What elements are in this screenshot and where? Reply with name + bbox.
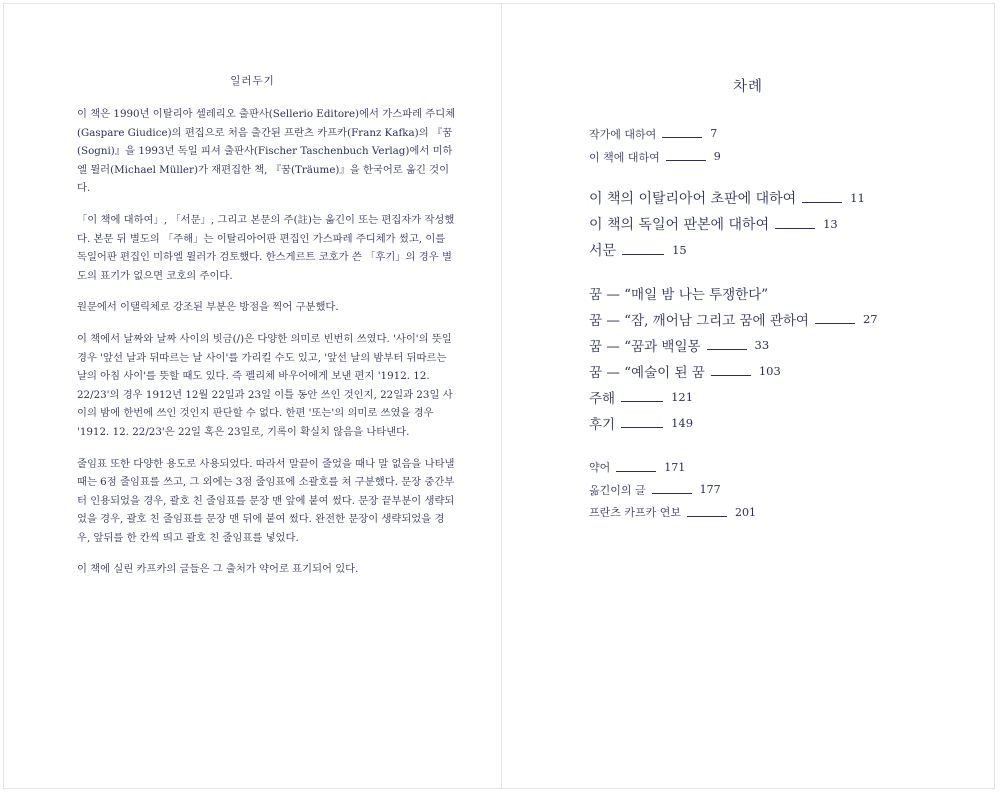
leader-line: [622, 254, 664, 255]
toc-entry-page: 27: [862, 312, 878, 326]
toc-entry-page: 177: [699, 483, 721, 497]
left-page: [4, 4, 501, 788]
toc-entry-label: 약어: [589, 461, 611, 475]
leader-line: [666, 160, 706, 161]
toc-entry[interactable]: [589, 358, 969, 384]
leader-line: [711, 375, 751, 376]
notes-body: [77, 105, 457, 592]
leader-line: [621, 401, 663, 402]
toc-entry-label: 꿈 — “예술이 된 꿈: [589, 365, 705, 381]
toc-entry-label: 이 책에 대하여: [589, 150, 660, 164]
toc-group-back: [589, 456, 969, 524]
toc-entry[interactable]: [589, 185, 969, 211]
right-page: [502, 4, 994, 788]
leader-line: [815, 323, 855, 324]
toc-title: 차례: [732, 79, 763, 95]
toc-entry[interactable]: [589, 384, 969, 410]
leader-line: [621, 427, 663, 428]
toc-entry-label: 주해: [589, 391, 616, 407]
toc-entry-label: 이 책의 독일어 판본에 대하여: [589, 217, 770, 233]
toc-entry[interactable]: [589, 122, 969, 145]
toc-entry[interactable]: [589, 410, 969, 436]
toc-entry-label: 작가에 대하여: [589, 127, 657, 141]
toc-group-dreams: [589, 280, 969, 436]
toc-entry[interactable]: [589, 456, 969, 479]
toc-entry[interactable]: [589, 479, 969, 502]
toc-entry-label: 꿈 — “잠, 깨어남 그리고 꿈에 관하여: [589, 313, 809, 329]
toc-entry-page: 201: [735, 505, 757, 519]
toc-entry[interactable]: [589, 211, 969, 237]
notes-paragraph: 이 책에 실린 카프카의 글들은 그 출처가 약어로 표기되어 있다.: [77, 563, 359, 576]
toc-entry-page: 13: [823, 217, 838, 231]
toc-entry-page: 7: [710, 127, 718, 140]
notes-paragraph: 「이 책에 대하여」, 「서문」, 그리고 본문의 주(註)는 옮긴이 또는 편집자가 작성했다. 본문 뒤 별도의 「주해」는 이탈리아어판 편집인 가스파레 주디체가 썼고, 이를 독일어판 편집인 미하엘 뮐러가 검토했다. 한스게르트 코호가 쓴 「후기」의 경우 별도의 표기가 없으면 코호의 주이다.: [77, 213, 455, 282]
toc-entry-page: 171: [664, 460, 686, 474]
toc-entry-page: 15: [672, 243, 687, 257]
toc-entry-label: 후기: [589, 417, 616, 433]
notes-title: 일러두기: [230, 75, 275, 87]
toc-entry[interactable]: [589, 501, 969, 524]
toc-entry-label: 서문: [589, 243, 617, 259]
toc-entry-label: 옮긴이의 글: [589, 483, 646, 497]
leader-line: [687, 516, 727, 517]
notes-paragraph: 원문에서 이탤릭체로 강조된 부분은 방점을 찍어 구분했다.: [77, 301, 339, 314]
toc-group-front: [589, 122, 969, 168]
toc-group-prefaces: [589, 185, 969, 263]
toc-entry-page: 149: [671, 416, 694, 430]
leader-line: [775, 228, 815, 229]
notes-paragraph: 이 책에서 날짜와 날짜 사이의 빗금(/)은 다양한 의미로 빈번히 쓰였다. '사이'의 뜻일 경우 '앞선 날과 뒤따르는 날 사이'를 가리킬 수도 있고, '앞선 날의 밤부터 뒤따르는 날의 아침 사이'를 뜻할 때도 있다. 즉 펠리체 바우어에게 보낸 편지 '1912. 12. 22/23'의 경우 1912년 12월 22일과 23일 이틀 동안 쓰인 것인지, 22일과 23일 사이의 밤에 한번에 쓰인 것인지 판단할 수 없다. 한편 '또는'의 의미로 쓰였을 경우 '1912. 12. 22/23'은 22일 혹은 23일로, 기록이 확실치 않음을 나타낸다.: [77, 332, 453, 438]
toc-entry-label: 꿈 — “꿈과 백일몽: [589, 339, 701, 355]
leader-line: [616, 471, 656, 472]
notes-paragraph: 이 책은 1990년 이탈리아 셀레리오 출판사(Sellerio Editore)에서 가스파레 주디체(Gaspare Giudice)의 편집으로 처음 출간된 프란츠 카프카(Franz Kafka)의 『꿈(Sogni)』을 1993년 독일 피셔 출판사(Fischer Taschenbuch Verlag)에서 미하엘 뮐러(Michael Müller)가 재편집한 책, 『꿈(Träume)』을 한국어로 옮긴 것이다.: [77, 108, 456, 195]
toc-entry-label: 꿈 — “매일 밤 나는 투쟁한다”: [589, 287, 769, 303]
toc-entry-page: 33: [754, 338, 770, 352]
notes-paragraph: 줄임표 또한 다양한 용도로 사용되었다. 따라서 말끝이 줄었을 때나 말 없음을 나타낼 때는 6점 줄임표를 쓰고, 그 외에는 3점 줄임표에 소괄호를 쳐 구분했다. 문장 중간부터 인용되었을 경우, 괄호 친 줄임표를 문장 맨 앞에 붙여 썼다. 문장 끝부분이 생략되었을 경우, 괄호 친 줄임표를 문장 맨 뒤에 붙여 썼다. 완전한 문장이 생략되었을 경우, 앞뒤를 한 칸씩 띄고 괄호 친 줄임표를 넣었다.: [77, 457, 455, 544]
toc-entry[interactable]: [589, 237, 969, 263]
leader-line: [652, 493, 692, 494]
toc-entry-page: 103: [758, 364, 781, 378]
toc-entry-label: 이 책의 이탈리아어 초판에 대하여: [589, 191, 797, 207]
leader-line: [707, 349, 747, 350]
toc-entry-page: 11: [850, 191, 865, 205]
toc-entry[interactable]: [589, 306, 969, 332]
leader-line: [802, 202, 842, 203]
toc-entry-label: 프란츠 카프카 연보: [589, 506, 682, 520]
toc-entry[interactable]: [589, 332, 969, 358]
leader-line: [662, 137, 702, 138]
book-spread: [3, 3, 995, 789]
toc-entry[interactable]: [589, 280, 969, 306]
toc-entry-page: 121: [671, 390, 694, 404]
toc-entry[interactable]: [589, 145, 969, 168]
table-of-contents: [589, 122, 969, 524]
toc-entry-page: 9: [713, 150, 721, 163]
